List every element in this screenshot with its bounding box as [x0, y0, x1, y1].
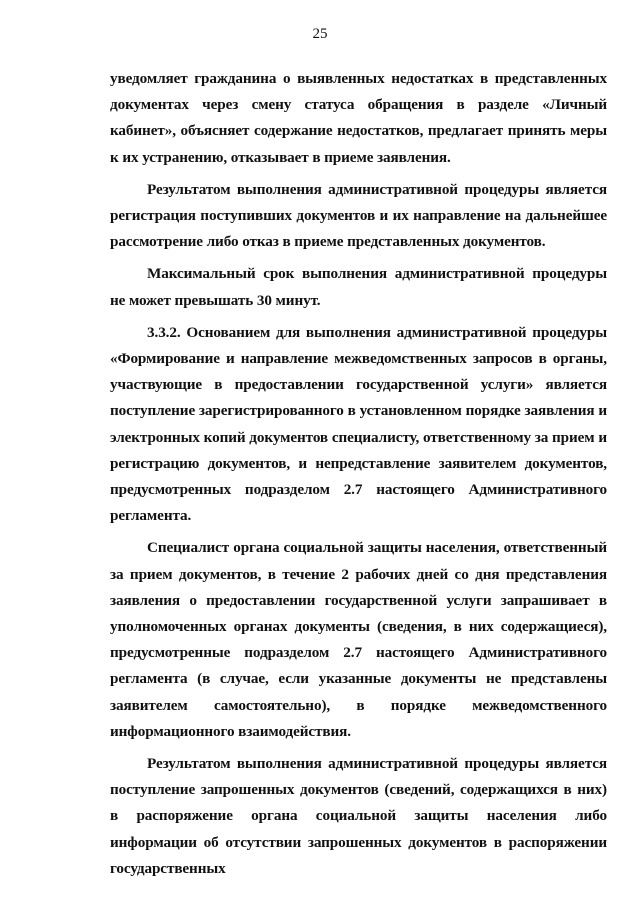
- paragraph-section-3-3-2: 3.3.2. Основанием для выполнения административной процедуры «Формирование и направление межведомственных запросов в органы, участвующие в предоставлении государственной услуги» является поступление зарегистрированного в установленном порядке заявления и электронных копий документов специалисту, ответственному за прием и регистрацию документов, и непредставление заявителем документов, предусмотренных подразделом 2.7 настоящего Административного регламента.: [110, 323, 607, 525]
- paragraph-notification: уведомляет гражданина о выявленных недостатках в представленных документах через смену статуса обращения в разделе «Личный кабинет», объясняет содержание недостатков, предлагает принять меры к их устранению, отказывает в приеме заявления.: [110, 70, 607, 166]
- paragraph-specialist-requests: Специалист органа социальной защиты населения, ответственный за прием документов, в течение 2 рабочих дней со дня представления заявления о предоставлении государственной услуги запрашивает в уполномоченных органах документы (сведения, в них содержащиеся), предусмотренные подразделом 2.7 настоящего Административного регламента (в случае, если указанные документы не представлены заявителем самостоятельно), в порядке межведомственного информационного взаимодействия.: [110, 539, 607, 740]
- page-number: 25: [312, 26, 328, 42]
- paragraph-max-duration: Максимальный срок выполнения административной процедуры не может превышать 30 минут.: [110, 265, 607, 309]
- document-body: [110, 66, 607, 882]
- paragraph-request-result: Результатом выполнения административной процедуры является поступление запрошенных документов (сведений, содержащихся в них) в распоряжение органа социальной защиты населения либо информации об отсутствии запрошенных документов в распоряжении государственных: [110, 755, 607, 877]
- paragraph-procedure-result: Результатом выполнения административной процедуры является регистрация поступивших документов и их направление на дальнейшее рассмотрение либо отказ в приеме представленных документов.: [110, 180, 607, 251]
